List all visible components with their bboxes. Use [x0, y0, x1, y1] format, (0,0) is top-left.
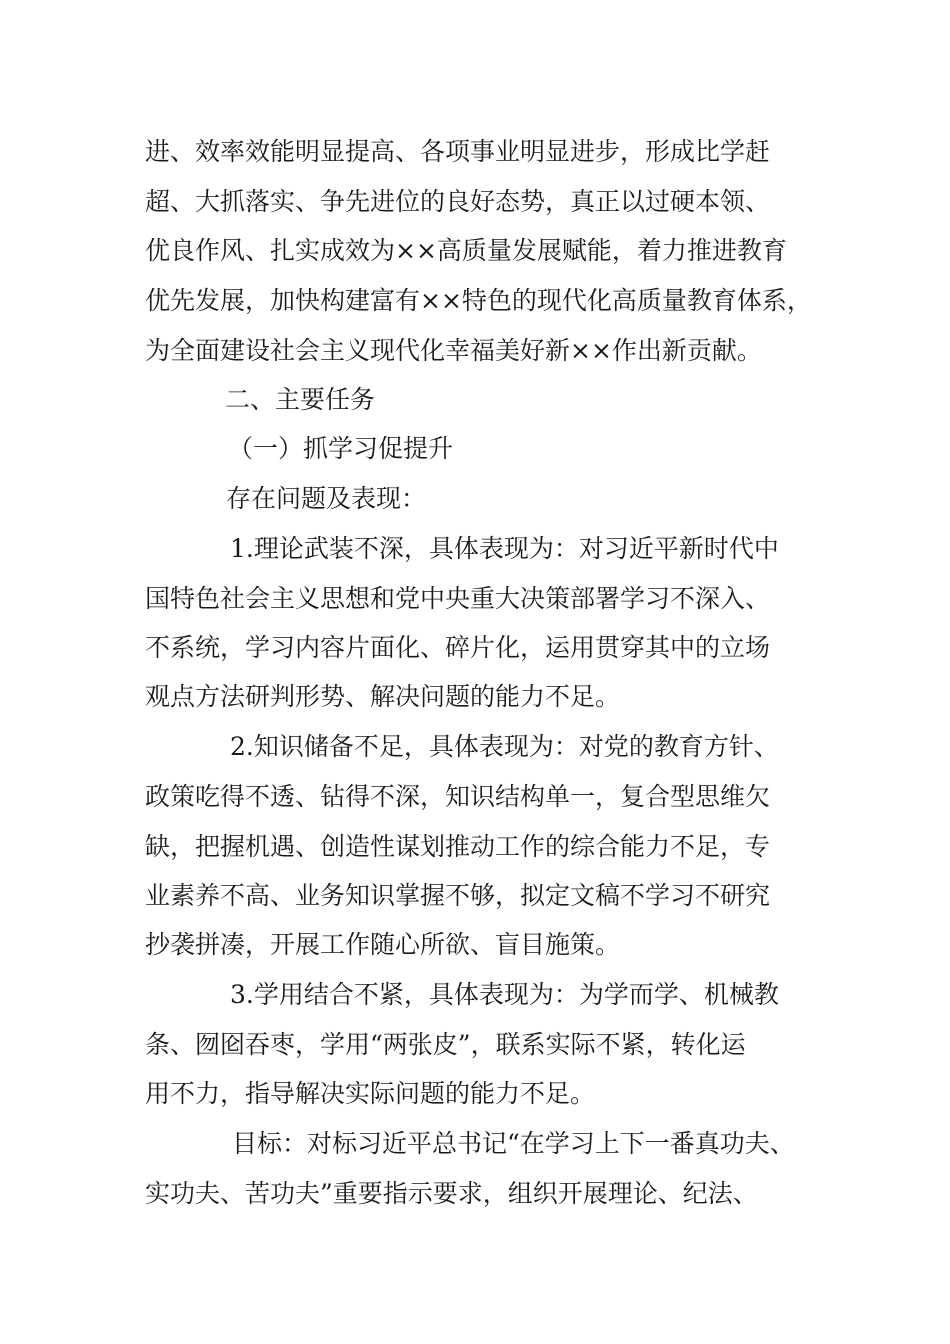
item-1-line-3: 不系统，学习内容片面化、碎片化，运用贯穿其中的立场: [145, 633, 771, 662]
text-line-5: 为全面建设社会主义现代化幸福美好新××作出新贡献。: [145, 336, 762, 365]
item-2-line-4: 业素养不高、业务知识掌握不够，拟定文稿不学习不研究: [145, 881, 771, 910]
text-line-3: 优良作风、扎实成效为××高质量发展赋能，着力推进教育: [145, 236, 787, 265]
text-line-4: 优先发展，加快构建富有××特色的现代化高质量教育体系，: [145, 286, 812, 315]
text-line-1: 进、效率效能明显提高、各项事业明显进步，形成比学赶: [145, 137, 771, 166]
item-2-line-1: 2.知识储备不足，具体表现为：对党的教育方针、: [230, 732, 779, 761]
subsection-heading: （一）抓学习促提升: [228, 434, 454, 463]
item-2-line-5: 抄袭拼凑，开展工作随心所欲、盲目施策。: [145, 930, 621, 959]
section-heading: 二、主要任务: [225, 385, 376, 414]
item-1-line-2: 国特色社会主义思想和党中央重大决策部署学习不深入、: [145, 584, 771, 613]
item-3-line-1: 3.学用结合不紧，具体表现为：为学而学、机械教: [230, 980, 779, 1009]
text-line-2: 超、大抓落实、争先进位的良好态势，真正以过硬本领、: [145, 187, 771, 216]
issues-heading: 存在问题及表现：: [226, 484, 427, 513]
goal-line-1: 目标：对标习近平总书记“在学习上下一番真功夫、: [232, 1129, 795, 1158]
item-1-line-4: 观点方法研判形势、解决问题的能力不足。: [145, 682, 621, 711]
item-2-line-3: 缺，把握机遇、创造性谋划推动工作的综合能力不足，专: [145, 832, 771, 861]
item-2-line-2: 政策吃得不透、钻得不深，知识结构单一，复合型思维欠: [145, 782, 771, 811]
item-1-line-1: 1.理论武装不深，具体表现为：对习近平新时代中: [230, 534, 779, 563]
item-3-line-3: 用不力，指导解决实际问题的能力不足。: [145, 1079, 596, 1108]
goal-line-2: 实功夫、苦功夫”重要指示要求，组织开展理论、纪法、: [145, 1179, 758, 1208]
item-3-line-2: 条、囫囵吞枣，学用“两张皮”，联系实际不紧，转化运: [145, 1030, 746, 1059]
